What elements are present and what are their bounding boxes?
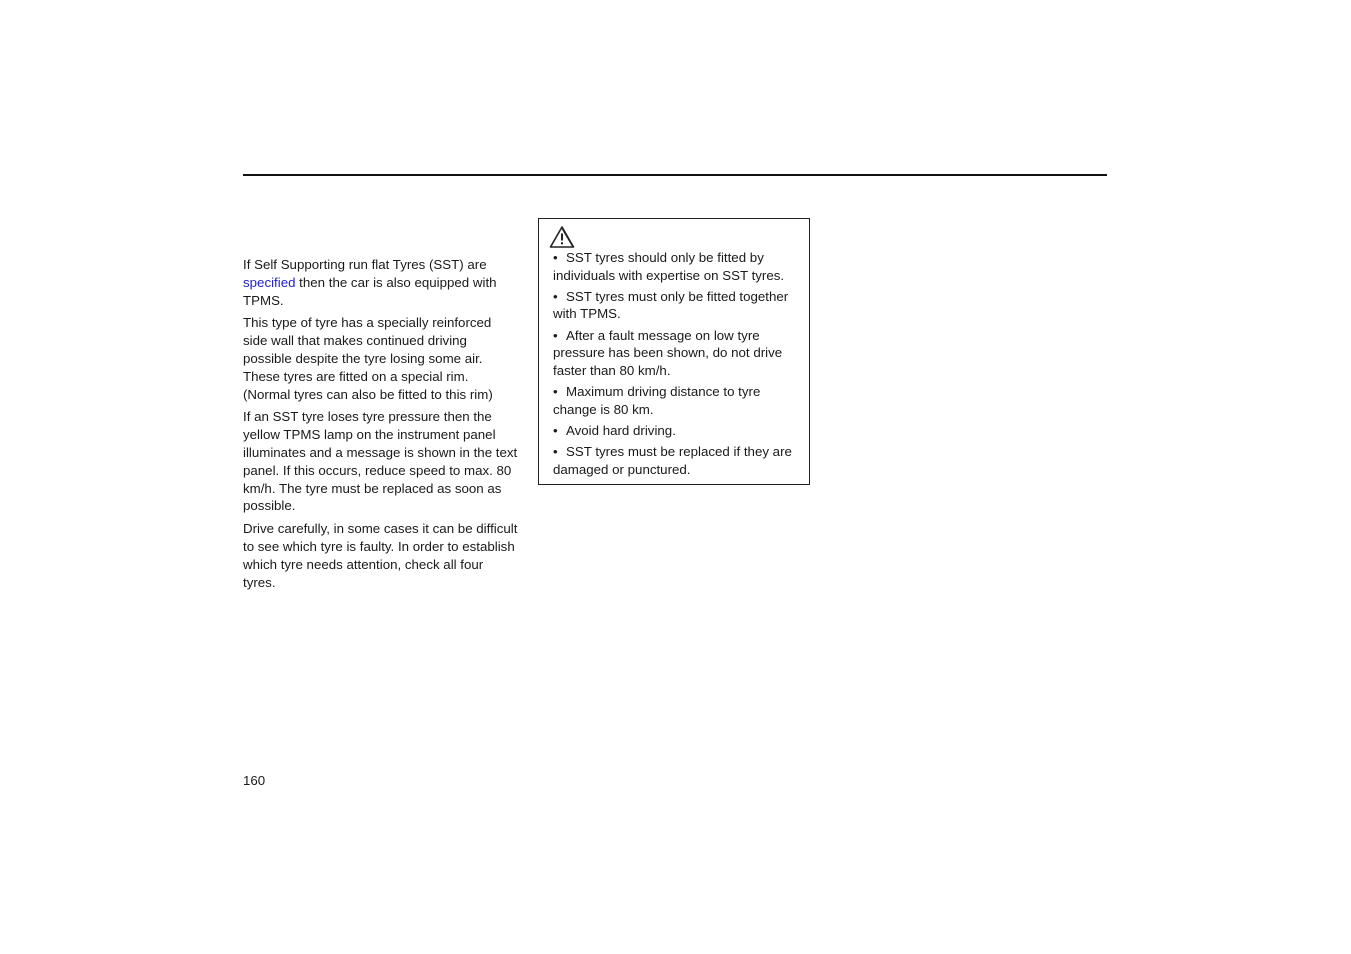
paragraph-tyre-type: This type of tyre has a specially reinforced side wall that makes continued driving possible despite the tyre losing some air. These tyres are fitted on a special rim. (Normal tyres can also be fitted to this rim) [243, 315, 493, 402]
body-text [243, 256, 518, 596]
warning-item-text: Maximum driving distance to tyre change is 80 km. [553, 383, 761, 417]
paragraph-sst-intro [243, 256, 518, 309]
warning-box [538, 218, 810, 485]
warning-item-text: Avoid hard driving. [566, 422, 676, 438]
warning-item [553, 383, 799, 418]
bullet: • [553, 250, 558, 265]
warning-list [553, 249, 799, 478]
bullet: • [553, 327, 558, 343]
warning-item [553, 288, 799, 323]
paragraph-drive-carefully: Drive carefully, in some cases it can be difficult to see which tyre is faulty. In order to establish which tyre needs attention, check all four tyres. [243, 521, 518, 590]
page-number: 160 [243, 773, 266, 788]
bullet: • [553, 288, 558, 304]
warning-item-text: SST tyres must be replaced if they are damaged or punctured. [553, 443, 792, 477]
warning-item [553, 443, 799, 478]
paragraph-sst-intro-end: then the car is also equipped with TPMS. [243, 274, 497, 308]
warning-item [553, 422, 799, 440]
bullet: • [553, 422, 558, 438]
bullet: • [553, 443, 558, 459]
paragraph-pressure-loss: If an SST tyre loses tyre pressure then the yellow TPMS lamp on the instrument panel illuminates and a message is shown in the text panel. If this occurs, reduce speed to max. 80 km/h. The tyre must be replaced as soon as possible. [243, 409, 518, 514]
header-rule [243, 174, 1107, 176]
bullet: • [553, 383, 558, 399]
paragraph-sst-intro-start: If Self Supporting run flat Tyres (SST) are [243, 257, 487, 272]
warning-item-text: After a fault message on low tyre pressure has been shown, do not drive faster than 80 km/h. [553, 327, 783, 378]
warning-triangle-icon [549, 225, 575, 249]
specified-link[interactable]: specified [243, 274, 296, 290]
warning-item-text: SST tyres must only be fitted together with TPMS. [553, 288, 789, 322]
warning-item [553, 327, 799, 380]
warning-item [553, 249, 799, 284]
warning-item-text: SST tyres should only be fitted by individuals with expertise on SST tyres. [553, 250, 785, 283]
